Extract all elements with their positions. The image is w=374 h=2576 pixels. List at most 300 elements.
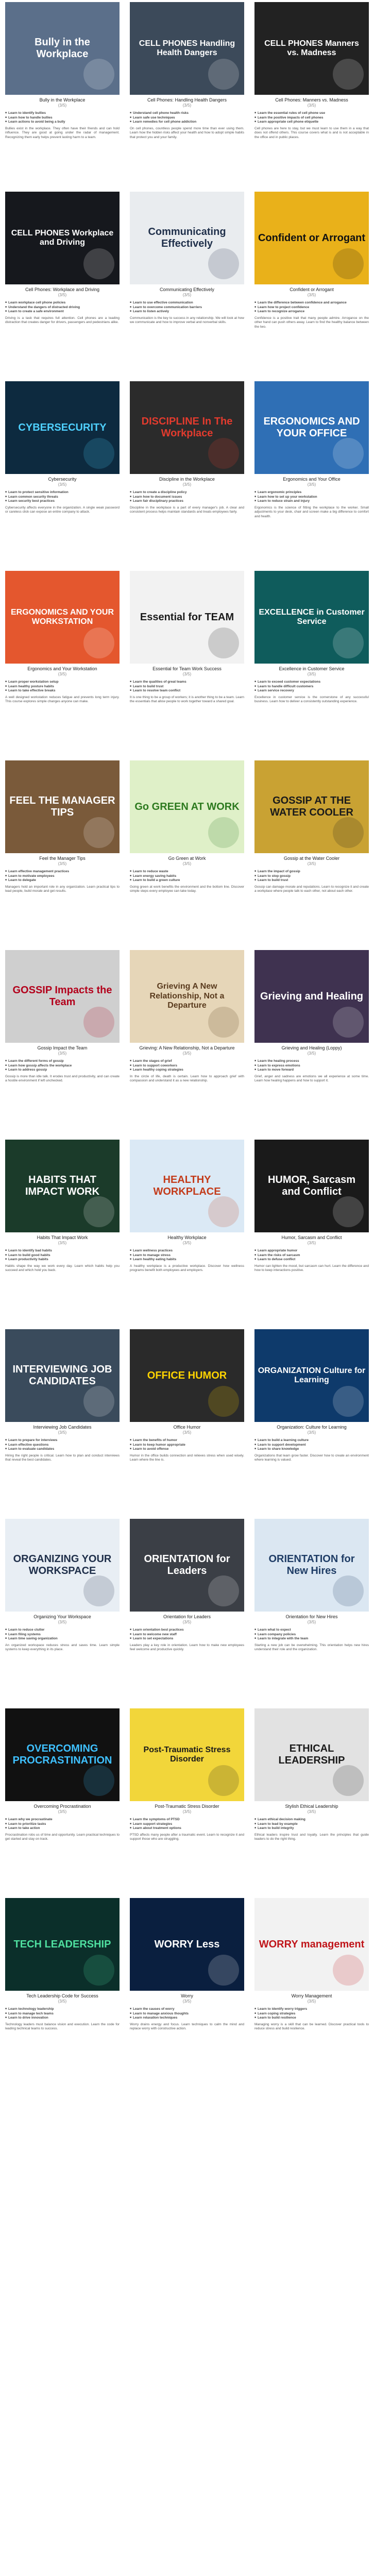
objective-item: ■ Learn effective management practices bbox=[5, 870, 120, 874]
objective-item: ■ Learn to build resilience bbox=[254, 2016, 369, 2021]
apple-icon bbox=[208, 1196, 239, 1227]
course-description: Grief, anger and sadness are emotions we all experience at some time. Learn how healing happens and how to support it. bbox=[254, 1074, 369, 1082]
course-card[interactable] bbox=[254, 1329, 369, 1519]
course-rating: (3/5) bbox=[307, 1620, 316, 1624]
objective-item: ■ Learn proper workstation setup bbox=[5, 680, 120, 685]
course-title[interactable]: Go Green at Work bbox=[168, 856, 206, 861]
course-rating: (3/5) bbox=[182, 1430, 192, 1435]
course-objectives bbox=[5, 870, 120, 883]
objective-item: ■ Learn about treatment options bbox=[130, 1826, 244, 1831]
folder-icon bbox=[83, 1575, 114, 1606]
thumbnail-title: Grieving A New Relationship, Not a Departure bbox=[149, 982, 225, 1010]
course-thumbnail[interactable] bbox=[5, 1140, 120, 1232]
objective-item: ■ Learn to create a discipline policy bbox=[130, 490, 244, 495]
thumbnail-title: Bully in the Workplace bbox=[35, 37, 90, 60]
course-card[interactable] bbox=[130, 1898, 244, 2088]
objective-item: ■ Learn orientation best practices bbox=[130, 1628, 244, 1633]
course-grid bbox=[5, 2, 369, 2088]
course-title[interactable]: Ergonomics and Your Workstation bbox=[27, 666, 97, 671]
objective-item: ■ Learn to use effective communication bbox=[130, 301, 244, 306]
course-title[interactable]: Bully in the Workplace bbox=[39, 97, 86, 103]
course-card[interactable] bbox=[5, 381, 120, 571]
course-rating: (3/5) bbox=[182, 1051, 192, 1056]
course-title[interactable]: Gossip Impact the Team bbox=[37, 1045, 88, 1050]
course-description: Humor can lighten the mood, but sarcasm can hurt. Learn the difference and how to keep interactions positive. bbox=[254, 1264, 369, 1272]
course-thumbnail[interactable] bbox=[130, 1329, 244, 1422]
course-objectives bbox=[130, 301, 244, 314]
course-rating: (3/5) bbox=[307, 672, 316, 676]
thumbnail-title: Go GREEN AT WORK bbox=[134, 801, 240, 812]
course-description: Managers hold an important role in any organization. Learn practical tips to lead people, build morale and get results. bbox=[5, 885, 120, 893]
course-card[interactable] bbox=[130, 2, 244, 192]
hand-phone-icon bbox=[333, 59, 364, 90]
course-card[interactable] bbox=[5, 1519, 120, 1708]
course-rating: (3/5) bbox=[307, 1809, 316, 1814]
thumbnail-title: CELL PHONES Handling Health Dangers bbox=[139, 39, 235, 57]
objective-item: ■ Learn to keep humor appropriate bbox=[130, 1443, 244, 1448]
head-silhouette-icon bbox=[333, 248, 364, 279]
objective-item: ■ Learn fair disciplinary practices bbox=[130, 499, 244, 504]
course-objectives bbox=[254, 1818, 369, 1831]
course-thumbnail[interactable] bbox=[5, 381, 120, 474]
course-card[interactable] bbox=[254, 192, 369, 381]
course-rating: (3/5) bbox=[307, 861, 316, 866]
course-thumbnail[interactable] bbox=[254, 381, 369, 474]
car-phone-icon bbox=[83, 248, 114, 279]
manager-icon bbox=[83, 817, 114, 848]
objective-item: ■ Learn to create a safe environment bbox=[5, 310, 120, 314]
objective-item: ■ Learn how to handle bullies bbox=[5, 116, 120, 121]
thumbnail-title: CYBERSECURITY bbox=[18, 421, 107, 433]
course-thumbnail[interactable] bbox=[130, 2, 244, 95]
objective-item: ■ Learn remedies for cell phone addiction bbox=[130, 120, 244, 125]
course-description: Communication is the key to success in any relationship. We will look at how we communicate and how to improve verbal and nonverbal skills. bbox=[130, 316, 244, 324]
course-rating: (3/5) bbox=[307, 1430, 316, 1435]
course-thumbnail[interactable] bbox=[5, 1708, 120, 1801]
course-card[interactable] bbox=[254, 381, 369, 571]
course-title[interactable]: Overcoming Procrastination bbox=[33, 1804, 91, 1809]
objective-item: ■ Learn the qualities of great teams bbox=[130, 680, 244, 685]
thumbnail-title: FEEL THE MANAGER TIPS bbox=[9, 795, 115, 818]
objective-item: ■ Learn to take effective breaks bbox=[5, 689, 120, 693]
course-thumbnail[interactable] bbox=[130, 760, 244, 853]
course-card[interactable] bbox=[5, 1708, 120, 1898]
course-rating: (3/5) bbox=[307, 1999, 316, 2004]
course-rating: (3/5) bbox=[182, 1620, 192, 1624]
course-rating: (3/5) bbox=[182, 1999, 192, 2004]
course-objectives bbox=[5, 1438, 120, 1452]
course-objectives bbox=[5, 1628, 120, 1641]
course-objectives bbox=[254, 490, 369, 504]
course-description: Gossip is more than idle talk. It erodes trust and productivity, and can create a hostile environment if left unchecked. bbox=[5, 1074, 120, 1082]
objective-item: ■ Learn to build good habits bbox=[5, 1253, 120, 1258]
course-card[interactable] bbox=[5, 950, 120, 1140]
course-description: Discipline in the workplace is a part of every manager's job. A clear and consistent process helps maintain standards and treats employees fairly. bbox=[130, 505, 244, 514]
objective-item: ■ Learn to recognize arrogance bbox=[254, 310, 369, 314]
clock-icon bbox=[83, 1765, 114, 1796]
objective-item: ■ Learn how to project confidence bbox=[254, 306, 369, 310]
objective-item: ■ Learn to defuse conflict bbox=[254, 1258, 369, 1262]
course-rating: (3/5) bbox=[182, 1809, 192, 1814]
course-description: Managing worry is a skill that can be learned. Discover practical tools to reduce stress and build resilience. bbox=[254, 2022, 369, 2030]
course-card[interactable] bbox=[130, 1140, 244, 1329]
course-thumbnail[interactable] bbox=[254, 2, 369, 95]
course-objectives bbox=[254, 2007, 369, 2021]
thumbnail-title: WORRY management bbox=[259, 1938, 365, 1950]
objective-item: ■ Learn appropriate cell phone etiquette bbox=[254, 120, 369, 125]
objective-item: ■ Learn the causes of worry bbox=[130, 2007, 244, 2012]
objective-item: ■ Learn filing systems bbox=[5, 1633, 120, 1637]
thumbnail-title: ORIENTATION for New Hires bbox=[268, 1553, 355, 1577]
course-title[interactable]: Cell Phones: Manners vs. Madness bbox=[275, 97, 348, 103]
course-title[interactable]: Office Humor bbox=[173, 1425, 201, 1430]
objective-item: ■ Learn workplace cell phone policies bbox=[5, 301, 120, 306]
objective-item: ■ Learn why we procrastinate bbox=[5, 1818, 120, 1822]
course-thumbnail[interactable] bbox=[5, 1519, 120, 1612]
people-talk-icon bbox=[208, 248, 239, 279]
course-thumbnail[interactable] bbox=[254, 192, 369, 284]
course-objectives bbox=[5, 111, 120, 125]
course-title[interactable]: Essential for Team Work Success bbox=[152, 666, 222, 671]
hacker-icon bbox=[83, 438, 114, 469]
course-card[interactable] bbox=[130, 381, 244, 571]
leader-icon bbox=[208, 1575, 239, 1606]
course-card[interactable] bbox=[254, 760, 369, 950]
objective-item: ■ Learn the benefits of humor bbox=[130, 1438, 244, 1443]
objective-item: ■ Learn to address gossip bbox=[5, 1068, 120, 1073]
circuit-icon bbox=[83, 1955, 114, 1986]
thumbnail-title: TECH LEADERSHIP bbox=[13, 1938, 111, 1950]
course-description: Technology leaders must balance vision and execution. Learn the code for leading technical teams to success. bbox=[5, 2022, 120, 2030]
course-description: Cybersecurity affects everyone in the organization. A single weak password or careless click can expose an entire company to attack. bbox=[5, 505, 120, 514]
course-card[interactable] bbox=[130, 760, 244, 950]
thumbnail-title: DISCIPLINE In The Workplace bbox=[141, 416, 233, 439]
course-description: Gossip can damage morale and reputations. Learn to recognize it and create a workplace where people talk to each other, not about each other. bbox=[254, 885, 369, 893]
course-objectives bbox=[254, 680, 369, 693]
course-title[interactable]: Interviewing Job Candidates bbox=[33, 1425, 92, 1430]
course-objectives bbox=[130, 870, 244, 883]
course-rating: (3/5) bbox=[58, 293, 67, 297]
objective-item: ■ Learn healthy posture habits bbox=[5, 685, 120, 689]
course-title[interactable]: Communicating Effectively bbox=[160, 287, 214, 292]
objective-item: ■ Learn to reduce strain and injury bbox=[254, 499, 369, 504]
objective-item: ■ Learn to integrate with the team bbox=[254, 1637, 369, 1641]
objective-item: ■ Learn to resolve team conflict bbox=[130, 689, 244, 693]
course-objectives bbox=[254, 1628, 369, 1641]
objective-item: ■ Learn to identify bullies bbox=[5, 111, 120, 116]
phone-icon bbox=[208, 59, 239, 90]
brain-icon bbox=[208, 1765, 239, 1796]
course-title[interactable]: Cell Phones: Handling Health Dangers bbox=[147, 97, 227, 103]
course-objectives bbox=[254, 870, 369, 883]
course-description: Cell phones are here to stay, but we must learn to use them in a way that does not offend others. This course covers what is and is not acceptable in the office and in public places. bbox=[254, 126, 369, 139]
course-title[interactable]: Ergonomics and Your Office bbox=[283, 477, 341, 482]
objective-item: ■ Learn to take action bbox=[5, 1826, 120, 1831]
course-thumbnail[interactable] bbox=[5, 760, 120, 853]
objective-item: ■ Learn to build integrity bbox=[254, 1826, 369, 1831]
objective-item: ■ Understand cell phone health risks bbox=[130, 111, 244, 116]
objective-item: ■ Learn to protect sensitive information bbox=[5, 490, 120, 495]
habit-icon bbox=[83, 1196, 114, 1227]
course-title[interactable]: Cell Phones: Workplace and Driving bbox=[25, 287, 99, 292]
course-objectives bbox=[5, 680, 120, 693]
course-description: PTSD affects many people after a traumatic event. Learn to recognize it and support those who are struggling. bbox=[130, 1833, 244, 1841]
course-title[interactable]: Cybersecurity bbox=[48, 477, 77, 482]
course-description: Driving is a task that requires full attention. Cell phones are a leading distraction that creates danger for drivers, passengers and pedestrians alike. bbox=[5, 316, 120, 324]
objective-item: ■ Learn the stages of grief bbox=[130, 1059, 244, 1064]
course-description: A well designed workstation reduces fatigue and prevents long term injury. This course explores simple changes anyone can make. bbox=[5, 695, 120, 703]
course-thumbnail[interactable] bbox=[254, 760, 369, 853]
course-objectives bbox=[5, 2007, 120, 2021]
course-thumbnail[interactable] bbox=[254, 1708, 369, 1801]
objective-item: ■ Learn to set expectations bbox=[130, 1637, 244, 1641]
course-card[interactable] bbox=[254, 2, 369, 192]
course-thumbnail[interactable] bbox=[5, 1329, 120, 1422]
course-rating: (3/5) bbox=[58, 861, 67, 866]
course-objectives bbox=[254, 1438, 369, 1452]
network-icon bbox=[333, 1386, 364, 1417]
team-icon bbox=[208, 628, 239, 658]
objective-item: ■ Learn to overcome communication barriers bbox=[130, 306, 244, 310]
course-card[interactable] bbox=[130, 950, 244, 1140]
course-objectives bbox=[130, 490, 244, 504]
course-description: A healthy workplace is a productive workplace. Discover how wellness programs benefit both employees and employers. bbox=[130, 1264, 244, 1272]
course-thumbnail[interactable] bbox=[130, 1708, 244, 1801]
course-thumbnail[interactable] bbox=[130, 571, 244, 664]
course-title[interactable]: Confident or Arrogant bbox=[290, 287, 334, 292]
course-thumbnail[interactable] bbox=[254, 1898, 369, 1991]
course-objectives bbox=[130, 1818, 244, 1831]
course-thumbnail[interactable] bbox=[5, 950, 120, 1043]
course-description: An organized workspace reduces stress and saves time. Learn simple systems to keep everything in its place. bbox=[5, 1643, 120, 1651]
course-title[interactable]: Healthy Workplace bbox=[167, 1235, 207, 1240]
laugh-icon bbox=[208, 1386, 239, 1417]
objective-item: ■ Learn service recovery bbox=[254, 689, 369, 693]
objective-item: ■ Learn the difference between confidence and arrogance bbox=[254, 301, 369, 306]
course-thumbnail[interactable] bbox=[130, 381, 244, 474]
course-description: Organizations that learn grow faster. Discover how to create an environment where learning is valued. bbox=[254, 1453, 369, 1462]
objective-item: ■ Learn the impact of gossip bbox=[254, 870, 369, 874]
course-card[interactable] bbox=[5, 571, 120, 760]
course-title[interactable]: Feel the Manager Tips bbox=[39, 856, 86, 861]
course-thumbnail[interactable] bbox=[254, 1140, 369, 1232]
objective-item: ■ Learn common security threats bbox=[5, 495, 120, 500]
course-rating: (3/5) bbox=[182, 1241, 192, 1245]
objective-item: ■ Learn to drive innovation bbox=[5, 2016, 120, 2021]
handshake-icon bbox=[333, 1575, 364, 1606]
course-title[interactable]: Organization: Culture for Learning bbox=[277, 1425, 347, 1430]
thumbnail-title: ORGANIZING YOUR WORKSPACE bbox=[13, 1553, 112, 1577]
course-card[interactable] bbox=[254, 571, 369, 760]
course-card[interactable] bbox=[5, 1329, 120, 1519]
objective-item: ■ Learn to build trust bbox=[254, 878, 369, 883]
course-card[interactable] bbox=[130, 1519, 244, 1708]
course-rating: (3/5) bbox=[58, 1430, 67, 1435]
course-objectives bbox=[254, 111, 369, 125]
course-objectives bbox=[254, 1249, 369, 1262]
course-title[interactable]: Worry Management bbox=[291, 1993, 332, 1998]
course-title[interactable]: Orientation for Leaders bbox=[163, 1614, 211, 1619]
course-card[interactable] bbox=[5, 1140, 120, 1329]
objective-item: ■ Learn to identify worry triggers bbox=[254, 2007, 369, 2012]
thumbnail-title: Grieving and Healing bbox=[260, 990, 364, 1002]
course-rating: (3/5) bbox=[58, 103, 67, 108]
thumbnail-title: OVERCOMING PROCRASTINATION bbox=[12, 1743, 112, 1766]
course-title[interactable]: Post-Traumatic Stress Disorder bbox=[155, 1804, 219, 1809]
course-title[interactable]: Gossip at the Water Cooler bbox=[283, 856, 340, 861]
whisper-icon bbox=[333, 817, 364, 848]
objective-item: ■ Learn to build trust bbox=[130, 685, 244, 689]
course-card[interactable] bbox=[254, 1898, 369, 2088]
thumbnail-title: HABITS THAT IMPACT WORK bbox=[25, 1174, 100, 1197]
course-thumbnail[interactable] bbox=[130, 950, 244, 1043]
course-rating: (3/5) bbox=[182, 103, 192, 108]
course-rating: (3/5) bbox=[58, 1241, 67, 1245]
objective-item: ■ Learn to identify bad habits bbox=[5, 1249, 120, 1253]
course-card[interactable] bbox=[5, 760, 120, 950]
thumbnail-title: Communicating Effectively bbox=[148, 226, 226, 249]
gavel-icon bbox=[208, 438, 239, 469]
course-thumbnail[interactable] bbox=[254, 1329, 369, 1422]
course-description: On cell phones, countless people spend more time than ever using them. Learn how the hidden risks affect your health and how to adopt simple habits that protect you and your family. bbox=[130, 126, 244, 139]
course-card[interactable] bbox=[5, 2, 120, 192]
objective-item: ■ Learn to manage stress bbox=[130, 1253, 244, 1258]
course-objectives bbox=[5, 1059, 120, 1073]
objective-item: ■ Learn to reduce clutter bbox=[5, 1628, 120, 1633]
objective-item: ■ Learn to evaluate candidates bbox=[5, 1447, 120, 1452]
course-rating: (3/5) bbox=[58, 1999, 67, 2004]
head-worry-icon bbox=[333, 1955, 364, 1986]
course-rating: (3/5) bbox=[58, 1620, 67, 1624]
objective-item: ■ Learn how to set up your workstation bbox=[254, 495, 369, 500]
thumbnail-title: GOSSIP AT THE WATER COOLER bbox=[270, 795, 353, 818]
star-icon bbox=[333, 628, 364, 658]
objective-item: ■ Learn to express emotions bbox=[254, 1064, 369, 1069]
thumbnail-title: HUMOR, Sarcasm and Conflict bbox=[267, 1174, 356, 1197]
thumbnail-title: CELL PHONES Manners vs. Madness bbox=[264, 39, 359, 57]
course-title[interactable]: Excellence in Customer Service bbox=[279, 666, 345, 671]
course-thumbnail[interactable] bbox=[5, 2, 120, 95]
course-rating: (3/5) bbox=[307, 1241, 316, 1245]
course-thumbnail[interactable] bbox=[254, 950, 369, 1043]
objective-item: ■ Learn to move forward bbox=[254, 1068, 369, 1073]
mouth-icon bbox=[83, 1007, 114, 1038]
course-description: Starting a new job can be overwhelming. This orientation helps new hires understand their role and the organization. bbox=[254, 1643, 369, 1651]
course-thumbnail[interactable] bbox=[5, 1898, 120, 1991]
objective-item: ■ Learn time saving organization bbox=[5, 1637, 120, 1641]
course-description: Humor in the office builds connection and relieves stress when used wisely. Learn where the line is. bbox=[130, 1453, 244, 1462]
leaf-icon bbox=[208, 817, 239, 848]
course-card[interactable] bbox=[130, 192, 244, 381]
course-card[interactable] bbox=[254, 1519, 369, 1708]
course-description: Procrastination robs us of time and opportunity. Learn practical techniques to get started and stay on track. bbox=[5, 1833, 120, 1841]
objective-item: ■ Learn to lead by example bbox=[254, 1822, 369, 1827]
course-card[interactable] bbox=[254, 1708, 369, 1898]
objective-item: ■ Learn technology leadership bbox=[5, 2007, 120, 2012]
course-title[interactable]: Grieving: A New Relationship, Not a Departure bbox=[139, 1045, 235, 1050]
thumbnail-title: OFFICE HUMOR bbox=[147, 1369, 227, 1381]
course-description: Ethical leaders inspire trust and loyalty. Learn the principles that guide leaders to do the right thing. bbox=[254, 1833, 369, 1841]
course-objectives bbox=[130, 1628, 244, 1641]
objective-item: ■ Learn to manage tech teams bbox=[5, 2012, 120, 2016]
course-thumbnail[interactable] bbox=[5, 192, 120, 284]
objective-item: ■ Learn to prioritize tasks bbox=[5, 1822, 120, 1827]
course-rating: (3/5) bbox=[58, 672, 67, 676]
thumbnail-title: Essential for TEAM bbox=[140, 611, 234, 623]
course-thumbnail[interactable] bbox=[130, 1519, 244, 1612]
course-title[interactable]: Worry bbox=[181, 1993, 193, 1998]
thumbnail-title: Post-Traumatic Stress Disorder bbox=[143, 1745, 231, 1764]
objective-item: ■ Learn to delegate bbox=[5, 878, 120, 883]
objective-item: ■ Learn to handle difficult customers bbox=[254, 685, 369, 689]
course-thumbnail[interactable] bbox=[130, 1140, 244, 1232]
objective-item: ■ Learn how gossip affects the workplace bbox=[5, 1064, 120, 1069]
course-thumbnail[interactable] bbox=[5, 571, 120, 664]
objective-item: ■ Learn the positive impacts of cell phones bbox=[254, 116, 369, 121]
course-thumbnail[interactable] bbox=[254, 1519, 369, 1612]
monitor-icon bbox=[83, 628, 114, 658]
course-title[interactable]: Tech Leadership Code for Success bbox=[26, 1993, 98, 1998]
course-title[interactable]: Habits That Impact Work bbox=[37, 1235, 88, 1240]
course-objectives bbox=[5, 1249, 120, 1262]
desk-icon bbox=[333, 438, 364, 469]
course-card[interactable] bbox=[5, 192, 120, 381]
course-card[interactable] bbox=[130, 571, 244, 760]
thumbnail-title: ETHICAL LEADERSHIP bbox=[278, 1743, 345, 1766]
thumbnail-title: ORGANIZATION Culture for Learning bbox=[258, 1366, 366, 1384]
course-card[interactable] bbox=[130, 1708, 244, 1898]
course-title[interactable]: Grieving and Healing (Loppy) bbox=[281, 1045, 342, 1050]
course-card[interactable] bbox=[254, 950, 369, 1140]
course-title[interactable]: Organizing Your Workspace bbox=[33, 1614, 91, 1619]
objective-item: ■ Learn the essential rules of cell phone use bbox=[254, 111, 369, 116]
course-card[interactable] bbox=[5, 1898, 120, 2088]
course-title[interactable]: Discipline in the Workplace bbox=[159, 477, 215, 482]
objective-item: ■ Learn relaxation techniques bbox=[130, 2016, 244, 2021]
course-objectives bbox=[130, 111, 244, 125]
objective-item: ■ Learn the symptoms of PTSD bbox=[130, 1818, 244, 1822]
course-objectives bbox=[254, 301, 369, 314]
thumbnail-title: EXCELLENCE in Customer Service bbox=[259, 607, 365, 626]
objective-item: ■ Learn security best practices bbox=[5, 499, 120, 504]
thumbnail-title: ERGONOMICS AND YOUR OFFICE bbox=[263, 416, 360, 439]
course-title[interactable]: Humor, Sarcasm and Conflict bbox=[281, 1235, 342, 1240]
objective-item: ■ Learn to avoid offense bbox=[130, 1447, 244, 1452]
objective-item: ■ Learn to exceed customer expectations bbox=[254, 680, 369, 685]
course-rating: (3/5) bbox=[182, 672, 192, 676]
course-thumbnail[interactable] bbox=[130, 1898, 244, 1991]
objective-item: ■ Learn company policies bbox=[254, 1633, 369, 1637]
course-thumbnail[interactable] bbox=[130, 192, 244, 284]
course-description: Bullies exist in the workplace. They often have their friends and can hold influence. They are good at going under the radar of management. Recognizing them early helps prevent lasting harm to a team. bbox=[5, 126, 120, 139]
course-card[interactable] bbox=[254, 1140, 369, 1329]
objective-item: ■ Learn to build a green culture bbox=[130, 878, 244, 883]
dove-icon bbox=[333, 1007, 364, 1038]
objective-item: ■ Learn actions to avoid being a bully bbox=[5, 120, 120, 125]
course-thumbnail[interactable] bbox=[254, 571, 369, 664]
course-card[interactable] bbox=[130, 1329, 244, 1519]
objective-item: ■ Learn to share knowledge bbox=[254, 1447, 369, 1452]
course-rating: (3/5) bbox=[58, 1051, 67, 1056]
course-title[interactable]: Stylish Ethical Leadership bbox=[285, 1804, 338, 1809]
thumbnail-title: HEALTHY WORKPLACE bbox=[153, 1174, 221, 1197]
objective-item: ■ Learn productivity habits bbox=[5, 1258, 120, 1262]
worry-icon bbox=[208, 1955, 239, 1986]
course-objectives bbox=[130, 680, 244, 693]
objective-item: ■ Learn to build a learning culture bbox=[254, 1438, 369, 1443]
course-title[interactable]: Orientation for New Hires bbox=[285, 1614, 338, 1619]
course-description: Habits shape the way we work every day. Learn which habits help you succeed and which hold you back. bbox=[5, 1264, 120, 1272]
